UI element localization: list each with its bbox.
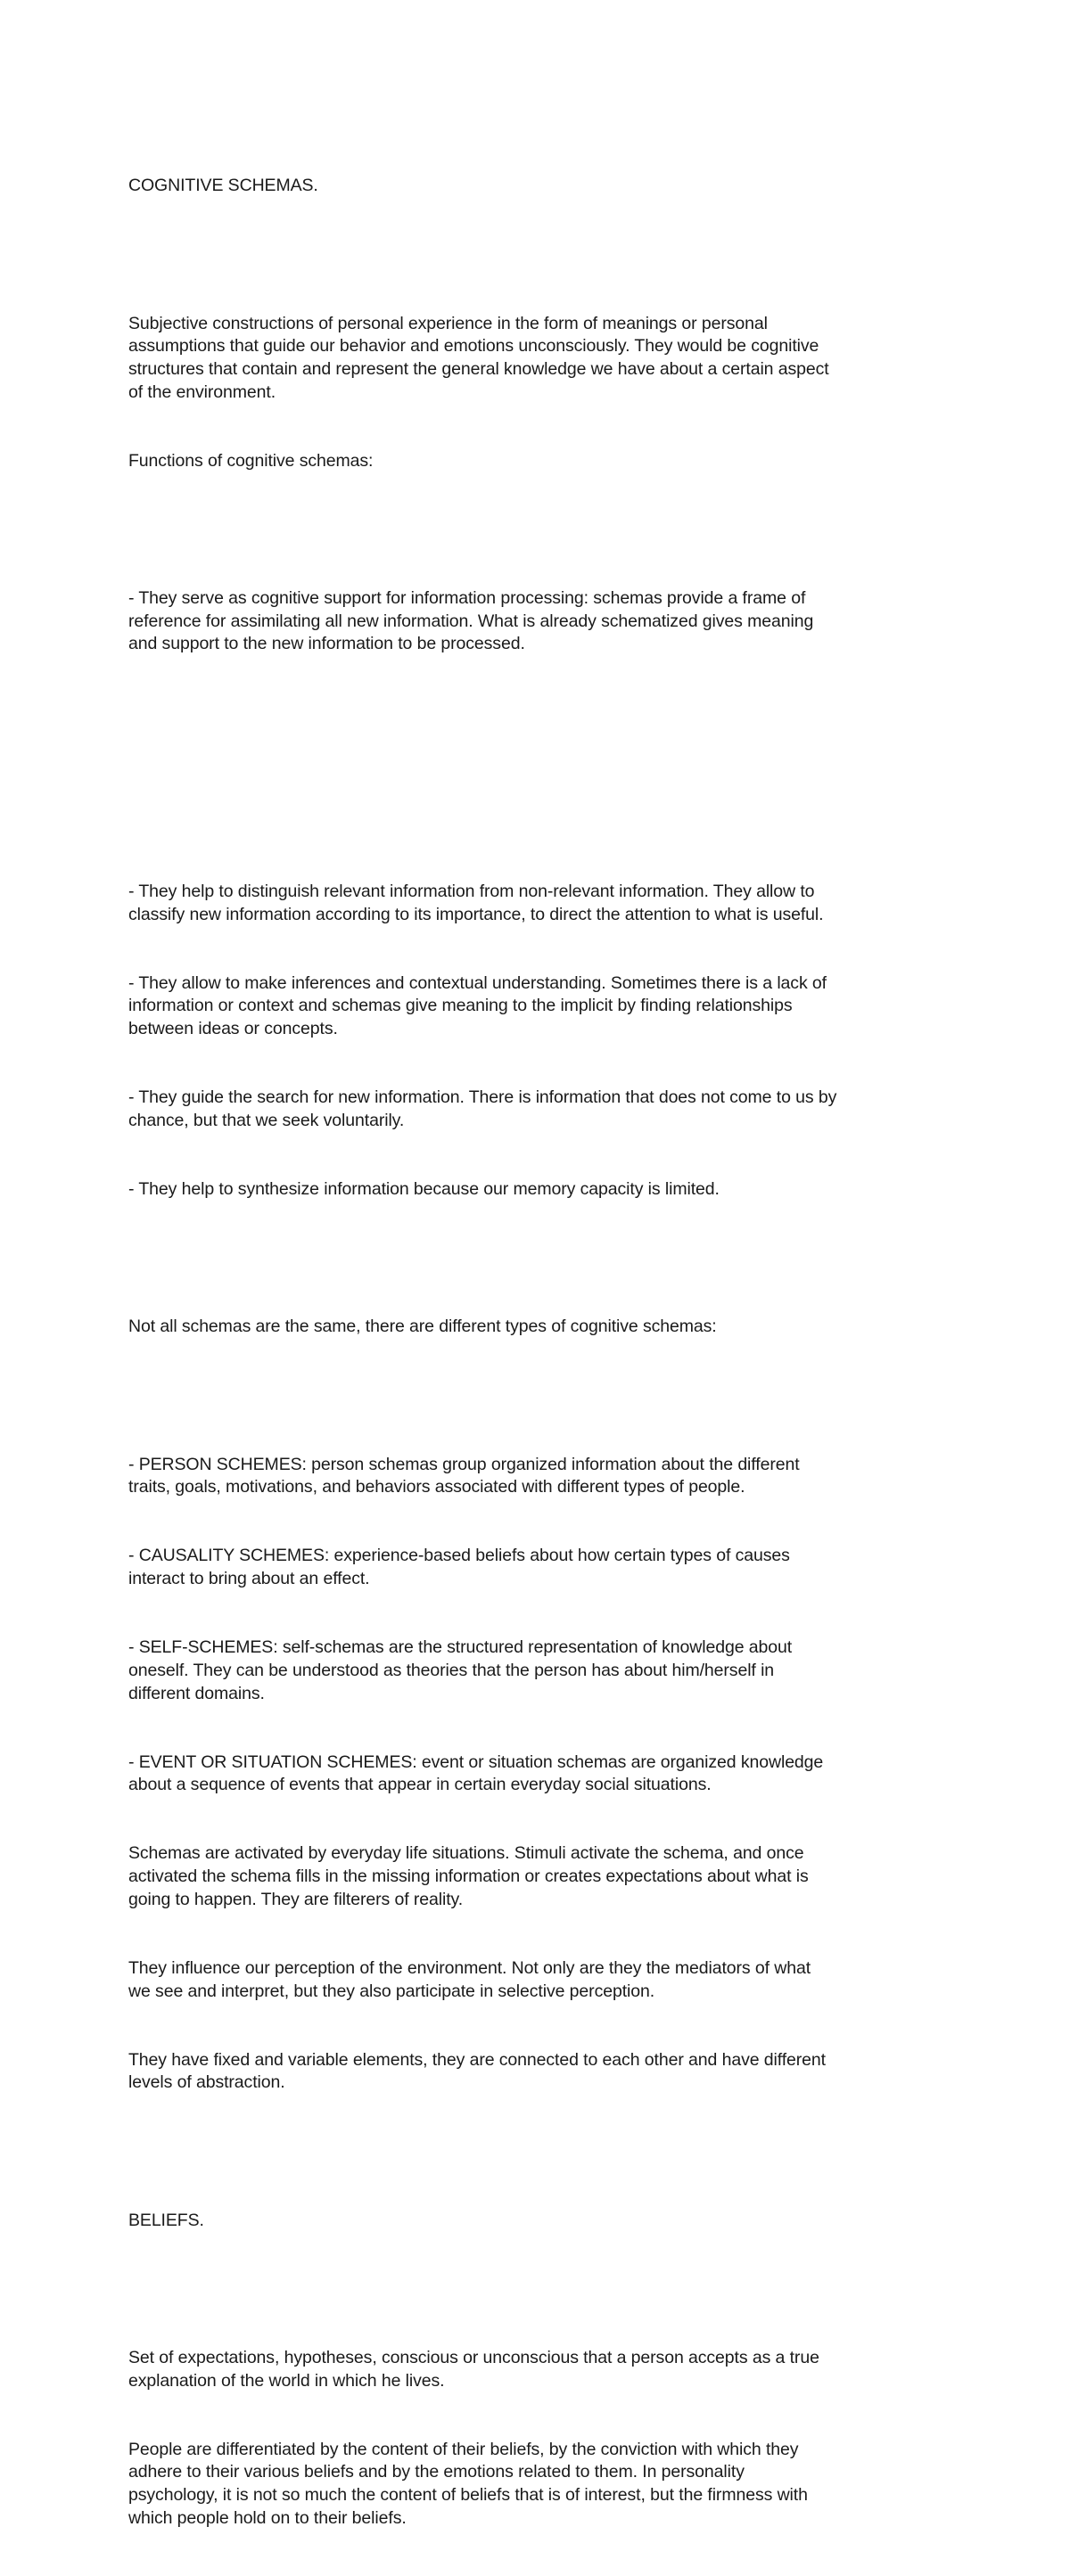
spacer xyxy=(128,1384,967,1407)
functions-title: Functions of cognitive schemas: xyxy=(128,450,374,471)
function-item-5: - They help to synthesize information because our memory capacity is limited. xyxy=(128,1179,720,1200)
spacer xyxy=(128,2141,967,2164)
spacer xyxy=(128,519,967,542)
activation-paragraph: Schemas are activated by everyday life situations. Stimuli activate the schema, and once activated the schema fills in the missing information or creates expectations about what is going to happen. They are filterers of reality. xyxy=(128,1843,809,1909)
intro-paragraph: Subjective constructions of personal experience in the form of meanings or personal assumptions that guide our behavior and emotions unconsciously. They would be cognitive structures that contain and represent the general knowledge we have about a certain aspect of the environment. xyxy=(128,313,829,402)
spacer xyxy=(128,2278,967,2301)
type-self-schemes: - SELF-SCHEMES: self-schemas are the structured representation of knowledge about oneself. They can be understood as theories that the person has about him/herself in different domains. xyxy=(128,1637,793,1703)
elements-paragraph: They have fixed and variable elements, they are connected to each other and have different levels of abstraction. xyxy=(128,2049,826,2093)
blank-space xyxy=(128,702,967,835)
function-item-4: - They guide the search for new information. There is information that does not come to us by chance, but that we seek voluntarily. xyxy=(128,1087,837,1130)
heading-beliefs: BELIEFS. xyxy=(128,2210,204,2230)
types-intro: Not all schemas are the same, there are different types of cognitive schemas: xyxy=(128,1317,717,1337)
type-causality-schemes: - CAUSALITY SCHEMES: experience-based beliefs about how certain types of causes interact to bring about an effect. xyxy=(128,1546,790,1589)
function-item-2: - They help to distinguish relevant information from non-relevant information. They allow to classify new information according to its importance, to direct the attention to what is useful. xyxy=(128,881,824,924)
spacer xyxy=(128,1247,967,1270)
beliefs-paragraph: People are differentiated by the content of their beliefs, by the conviction with which they adhere to their various beliefs and by the emotions related to them. In personality psychology, it is not so much the content of beliefs that is of interest, but the firmness with which people hold on to their beliefs. xyxy=(128,2439,808,2528)
document-body xyxy=(128,129,967,2576)
beliefs-definition: Set of expectations, hypotheses, conscious or unconscious that a person accepts as a true explanation of the world in which he lives. xyxy=(128,2347,819,2391)
function-item-3: - They allow to make inferences and contextual understanding. Sometimes there is a lack of information or context and schemas give meaning to the implicit by finding relationships between ideas or concepts. xyxy=(128,972,827,1039)
function-item-1: - They serve as cognitive support for information processing: schemas provide a frame of reference for assimilating all new information. What is already schematized gives meaning and support to the new information to be processed. xyxy=(128,588,814,654)
type-event-schemes: - EVENT OR SITUATION SCHEMES: event or situation schemas are organized knowledge about a sequence of events that appear in certain everyday social situations. xyxy=(128,1752,824,1795)
influence-paragraph: They influence our perception of the environment. Not only are they the mediators of what we see and interpret, but they also participate in selective perception. xyxy=(128,1957,811,2001)
spacer xyxy=(128,244,967,267)
type-person-schemes: - PERSON SCHEMES: person schemas group organized information about the different traits, goals, motivations, and behaviors associated with different types of people. xyxy=(128,1454,800,1497)
heading-cognitive-schemas: COGNITIVE SCHEMAS. xyxy=(128,176,318,196)
